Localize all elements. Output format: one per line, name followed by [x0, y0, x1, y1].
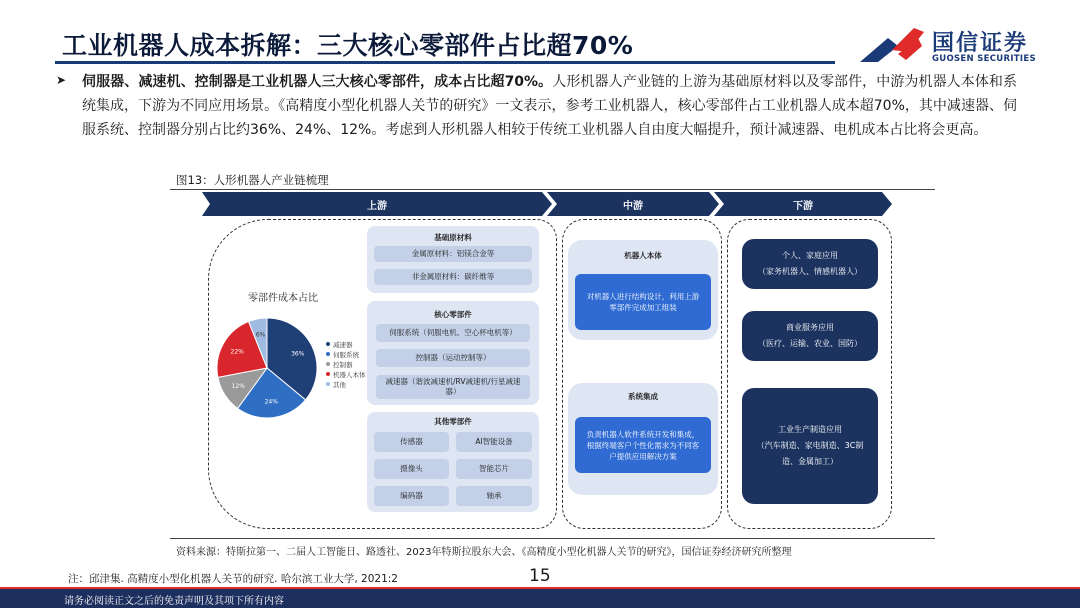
other-components-group: [367, 412, 539, 512]
figure-bottom-rule: [170, 538, 935, 539]
legend-item: [326, 349, 366, 359]
figure-top-rule: [170, 189, 935, 190]
pie-slice-label: 22%: [230, 348, 244, 356]
title-underline: [55, 61, 835, 64]
raw-material-item: 金属原材料：铝镁合金等: [374, 246, 532, 262]
pie-slice-label: 24%: [264, 398, 278, 406]
footnote: 注：邱津集. 高精度小型化机器人关节的研究. 哈尔滨工业大学, 2021:2: [68, 573, 398, 585]
other-component-item: 传感器: [374, 432, 449, 452]
downstream-app-title: 商业服务应用: [786, 323, 834, 332]
stage-label-downstream: 下游: [793, 201, 813, 212]
legend-item: [326, 369, 366, 379]
downstream-app: [742, 239, 878, 289]
pie-slice-label: 6%: [255, 331, 266, 339]
legend-item: [326, 379, 366, 389]
stage-upstream: [202, 192, 552, 216]
core-components-group: [367, 301, 539, 405]
raw-material-item: 非金属原材料：碳纤维等: [374, 269, 532, 285]
robot-body-desc: 对机器人进行结构设计，利用上游零部件完成加工组装: [575, 274, 711, 330]
logo-mark-icon: [858, 24, 928, 68]
downstream-app: [742, 388, 878, 504]
legend-label: 减速器: [333, 340, 353, 349]
pie-chart-title: 零部件成本占比: [248, 293, 318, 304]
summary-body: 人形机器人产业链的上游为基础原材料以及零部件，中游为机器人本体和系统集成，下游为不同应用场景。《高精度小型化机器人关节的研究》一文表示，参考工业机器人，核心零部件占工业机器人成本超70%，其中减速器、伺服系统、控制器分别占比约36%、24%、12%。考虑到人形机器人相较于传统工业机器人自由度大幅提升，预计减速器、电机成本占比将会更高。: [82, 74, 1018, 138]
legend-label: 控制器: [333, 360, 353, 369]
guosen-logo: [858, 24, 1058, 68]
page-number: 15: [529, 566, 551, 586]
downstream-app-title: 工业生产制造应用: [778, 425, 842, 434]
stage-label-midstream: 中游: [623, 201, 643, 212]
core-component-item: 控制器（运动控制等）: [376, 349, 530, 367]
system-integration-title: 系统集成: [628, 392, 658, 401]
core-components-title: 核心零部件: [434, 310, 472, 319]
downstream-app-detail: （汽车制造、家电制造、3C制造、金属加工）: [756, 441, 864, 466]
page-title: 工业机器人成本拆解：三大核心零部件占比超70%: [62, 31, 634, 60]
robot-body-group: [568, 240, 718, 340]
raw-materials-title: 基础原材料: [434, 233, 472, 242]
other-components-title: 其他零部件: [434, 417, 472, 426]
downstream-app: [742, 311, 878, 361]
logo-name-en: GUOSEN SECURITIES: [932, 54, 1036, 64]
other-component-item: 编码器: [374, 486, 449, 506]
footer-bar: [0, 589, 1080, 608]
bullet-arrow-icon: ➤: [56, 73, 67, 87]
downstream-app-detail: （医疗、运输、农业、国防）: [758, 339, 862, 348]
core-component-item: 减速器（谐波减速机/RV减速机/行星减速器）: [376, 375, 530, 399]
legend-swatch: [326, 372, 330, 376]
other-component-item: 摄像头: [374, 459, 449, 479]
pie-legend: [326, 339, 366, 389]
pie-slice-label: 12%: [231, 383, 245, 391]
legend-item: [326, 359, 366, 369]
other-component-item: 轴承: [456, 486, 532, 506]
legend-label: 伺服系统: [333, 350, 359, 359]
stage-midstream: [547, 192, 719, 216]
legend-label: 机器人本体: [333, 370, 366, 379]
downstream-app-detail: （家务机器人、情感机器人）: [758, 267, 862, 276]
legend-swatch: [326, 382, 330, 386]
legend-swatch: [326, 362, 330, 366]
core-component-item: 伺服系统（伺服电机、空心杯电机等）: [376, 324, 530, 342]
legend-swatch: [326, 352, 330, 356]
legend-item: [326, 339, 366, 349]
legend-swatch: [326, 342, 330, 346]
pie-slice-label: 36%: [291, 350, 305, 358]
system-integration-desc: 负责机器人软件系统开发和集成，根据终端客户个性化需求为不同客户提供应用解决方案: [575, 417, 711, 473]
stage-label-upstream: 上游: [367, 201, 387, 212]
figure-caption: 图13：人形机器人产业链梳理: [176, 173, 329, 187]
downstream-app-title: 个人、家庭应用: [782, 251, 838, 260]
source-note: 资料来源：特斯拉第一、二届人工智能日、路透社、2023年特斯拉股东大会、《高精度小型化机器人关节的研究》，国信证券经济研究所整理: [176, 547, 792, 558]
system-integration-group: [568, 383, 718, 495]
summary-lead: 伺服器、减速机、控制器是工业机器人三大核心零部件，成本占比超70%。: [82, 74, 553, 90]
other-component-item: AI智能设备: [456, 432, 532, 452]
raw-materials-group: [367, 226, 539, 293]
logo-name-cn: 国信证券: [932, 31, 1029, 56]
other-component-item: 智能芯片: [456, 459, 532, 479]
legend-label: 其他: [333, 380, 346, 389]
summary-paragraph: [82, 70, 1017, 142]
robot-body-title: 机器人本体: [624, 251, 662, 260]
disclaimer-text: 请务必阅读正文之后的免责声明及其项下所有内容: [64, 596, 284, 607]
stage-downstream: [714, 192, 892, 216]
cost-share-pie-chart: [214, 315, 320, 421]
